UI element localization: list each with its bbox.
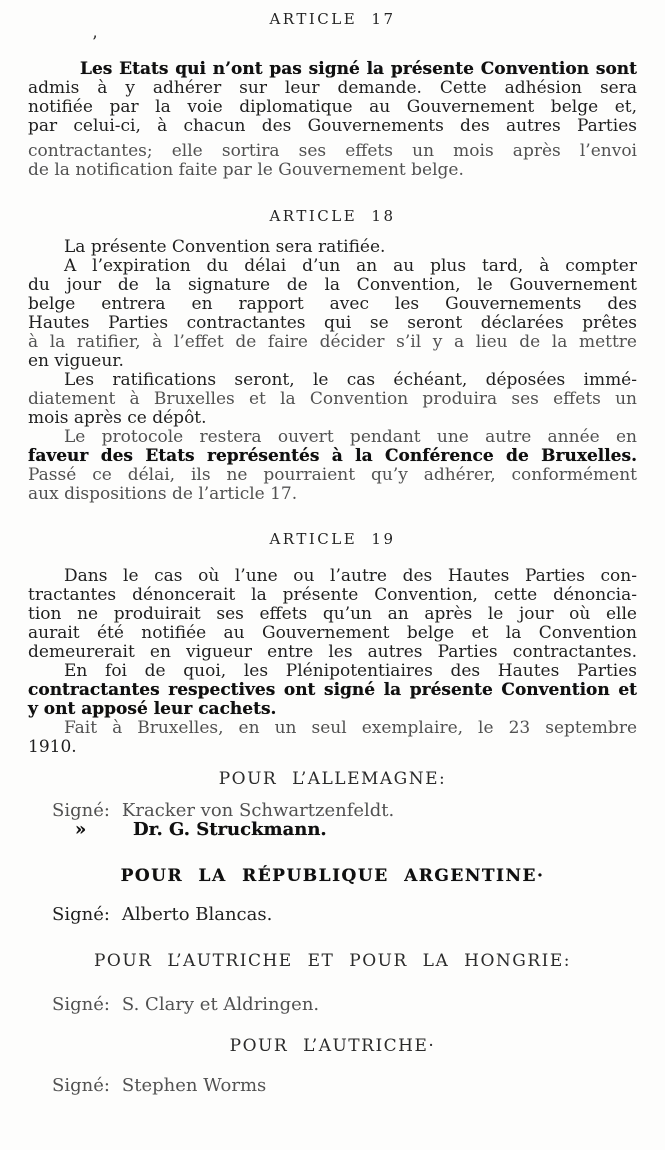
signature-line (28, 820, 637, 839)
paragraph (28, 60, 637, 180)
text-line: par celui-ci, à chacun des Gouvernements des autres Parties (28, 116, 637, 136)
stray-ink-mark: ’ (92, 33, 98, 53)
text-line: faveur des Etats représentés à la Conférence de Bruxelles. (28, 446, 637, 466)
signature-name: Dr. G. Struckmann. (133, 819, 327, 840)
text-line: Dans le cas où l’une ou l’autre des Hautes Parties con- (64, 566, 637, 586)
text-line: diatement à Bruxelles et la Convention produira ses effets un (28, 389, 637, 409)
text-line: admis à y adhérer sur leur demande. Cette adhésion sera (28, 78, 637, 98)
article-heading: ARTICLE 17 (269, 10, 396, 28)
text-line: Les Etats qui n’ont pas signé la présente Convention sont (80, 59, 637, 79)
text-line: contractantes; elle sortira ses effets un mois après l’envoi (28, 141, 637, 161)
text-line: Passé ce délai, ils ne pourraient qu’y adhérer, conformément (28, 465, 637, 485)
text-line: tion ne produirait ses effets qu’un an après le jour où elle (28, 604, 637, 624)
paragraph (28, 238, 637, 257)
text-line: La présente Convention sera ratifiée. (64, 237, 386, 257)
signature-name: Alberto Blancas. (121, 904, 273, 925)
text-line: notifiée par la voie diplomatique au Gouvernement belge et, (28, 97, 637, 117)
paragraph (28, 428, 637, 504)
signature-line (28, 1076, 637, 1095)
article-heading: ARTICLE 18 (269, 207, 396, 225)
text-line: Fait à Bruxelles, en un seul exemplaire, le 23 septembre (64, 718, 637, 738)
text-line: tractantes dénoncerait la présente Convention, cette dénoncia- (28, 585, 637, 605)
signature-name: Kracker von Schwartzenfeldt. (121, 800, 395, 821)
text-line: de la notification faite par le Gouvernement belge. (28, 160, 464, 180)
signature-prefix: Signé: (52, 1075, 110, 1096)
paragraph (28, 371, 637, 428)
text-line: belge entrera en rapport avec les Gouvernements des (28, 294, 637, 314)
signatory-heading: POUR L’AUTRICHE ET POUR LA HONGRIE: (93, 951, 572, 971)
paragraph (28, 662, 637, 719)
signature-line (28, 995, 637, 1014)
ditto-marker: » (75, 819, 87, 840)
paragraph (28, 567, 637, 662)
signature-prefix: Signé: (52, 800, 110, 821)
signature-prefix: Signé: (52, 904, 110, 925)
text-line: y ont apposé leur cachets. (28, 699, 277, 719)
text-line: aurait été notifiée au Gouvernement belge et la Convention (28, 623, 637, 643)
signature-prefix: Signé: (52, 994, 110, 1015)
text-line: En foi de quoi, les Plénipotentiaires des Hautes Parties (64, 661, 637, 681)
signature-line (28, 801, 637, 820)
text-line: à la ratifier, à l’effet de faire décider s’il y a lieu de la mettre (28, 332, 637, 352)
paragraph (28, 719, 637, 757)
text-line: A l’expiration du délai d’un an au plus tard, à compter (64, 256, 637, 276)
signature-name: S. Clary et Aldringen. (121, 994, 320, 1015)
text-line: Hautes Parties contractantes qui se seront déclarées prêtes (28, 313, 637, 333)
signatory-heading: POUR L’ALLEMAGNE: (218, 769, 447, 789)
paragraph (28, 257, 637, 371)
text-line: en vigueur. (28, 351, 124, 371)
text-line: du jour de la signature de la Convention, le Gouvernement (28, 275, 637, 295)
signature-line (28, 905, 637, 924)
text-line: contractantes respectives ont signé la présente Convention et (28, 680, 637, 700)
text-line: aux dispositions de l’article 17. (28, 484, 298, 504)
text-line: demeurerait en vigueur entre les autres Parties contractantes. (28, 642, 637, 662)
text-line: mois après ce dépôt. (28, 408, 207, 428)
text-line: Le protocole restera ouvert pendant une autre année en (64, 427, 637, 447)
text-line: Les ratifications seront, le cas échéant, déposées immé- (64, 370, 637, 390)
article-heading: ARTICLE 19 (269, 530, 396, 548)
signatory-heading: POUR L’AUTRICHE· (229, 1036, 436, 1056)
signatory-heading: POUR LA RÉPUBLIQUE ARGENTINE· (120, 866, 545, 886)
signature-name: Stephen Worms (121, 1075, 267, 1096)
text-line: 1910. (28, 737, 77, 757)
